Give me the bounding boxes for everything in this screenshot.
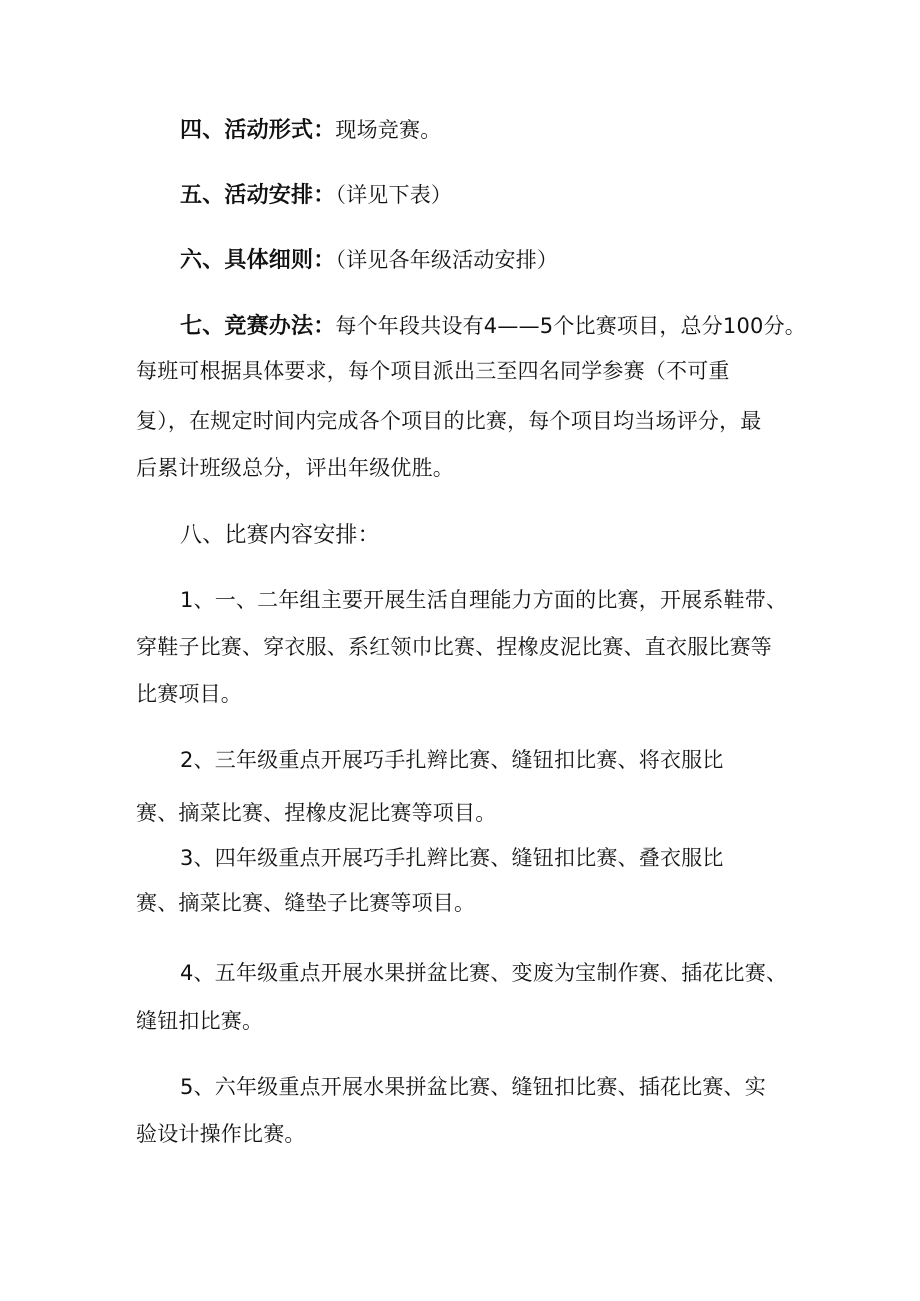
item-3-line-2: 赛、摘菜比赛、缝垫子比赛等项目。 bbox=[136, 891, 476, 915]
item-4-line-1: 4、五年级重点开展水果拼盆比赛、变废为宝制作赛、插花比赛、 bbox=[180, 961, 788, 985]
section-7-line-1 bbox=[180, 316, 806, 338]
section-6-heading: 六、具体细则： bbox=[180, 248, 336, 273]
section-7-text-1: 每个年段共设有4——5个比赛项目，总分100分。 bbox=[335, 314, 807, 338]
section-4-heading: 四、活动形式： bbox=[180, 118, 336, 143]
section-4-text: 现场竞赛。 bbox=[335, 118, 442, 142]
section-6-text: （详见各年级活动安排） bbox=[335, 248, 559, 272]
section-5 bbox=[180, 185, 452, 207]
item-1-line-2: 穿鞋子比赛、穿衣服、系红领巾比赛、捏橡皮泥比赛、直衣服比赛等 bbox=[136, 635, 772, 659]
item-2-line-2: 赛、摘菜比赛、捏橡皮泥比赛等项目。 bbox=[136, 801, 497, 825]
item-3-line-1: 3、四年级重点开展巧手扎辫比赛、缝钮扣比赛、叠衣服比 bbox=[180, 846, 724, 870]
section-7-heading: 七、竞赛办法： bbox=[180, 314, 336, 339]
section-5-heading: 五、活动安排： bbox=[180, 183, 336, 208]
item-4-line-2: 缝钮扣比赛。 bbox=[136, 1009, 264, 1033]
item-1-line-1: 1、一、二年组主要开展生活自理能力方面的比赛，开展系鞋带、 bbox=[180, 588, 788, 612]
section-7-line-3: 复），在规定时间内完成各个项目的比赛，每个项目均当场评分，最 bbox=[136, 409, 762, 433]
section-7-line-2: 每班可根据具体要求，每个项目派出三至四名同学参赛（不可重 bbox=[136, 359, 730, 383]
item-5-line-2: 验设计操作比赛。 bbox=[136, 1122, 306, 1146]
item-1-line-3: 比赛项目。 bbox=[136, 682, 242, 706]
section-4 bbox=[180, 120, 441, 142]
item-5-line-1: 5、六年级重点开展水果拼盆比赛、缝钮扣比赛、插花比赛、实 bbox=[180, 1075, 766, 1099]
section-6 bbox=[180, 250, 558, 272]
section-8-title: 八、比赛内容安排： bbox=[180, 523, 380, 548]
section-7-line-4: 后累计班级总分，评出年级优胜。 bbox=[136, 456, 454, 480]
item-2-line-1: 2、三年级重点开展巧手扎辫比赛、缝钮扣比赛、将衣服比 bbox=[180, 748, 724, 772]
section-5-text: （详见下表） bbox=[335, 183, 453, 207]
